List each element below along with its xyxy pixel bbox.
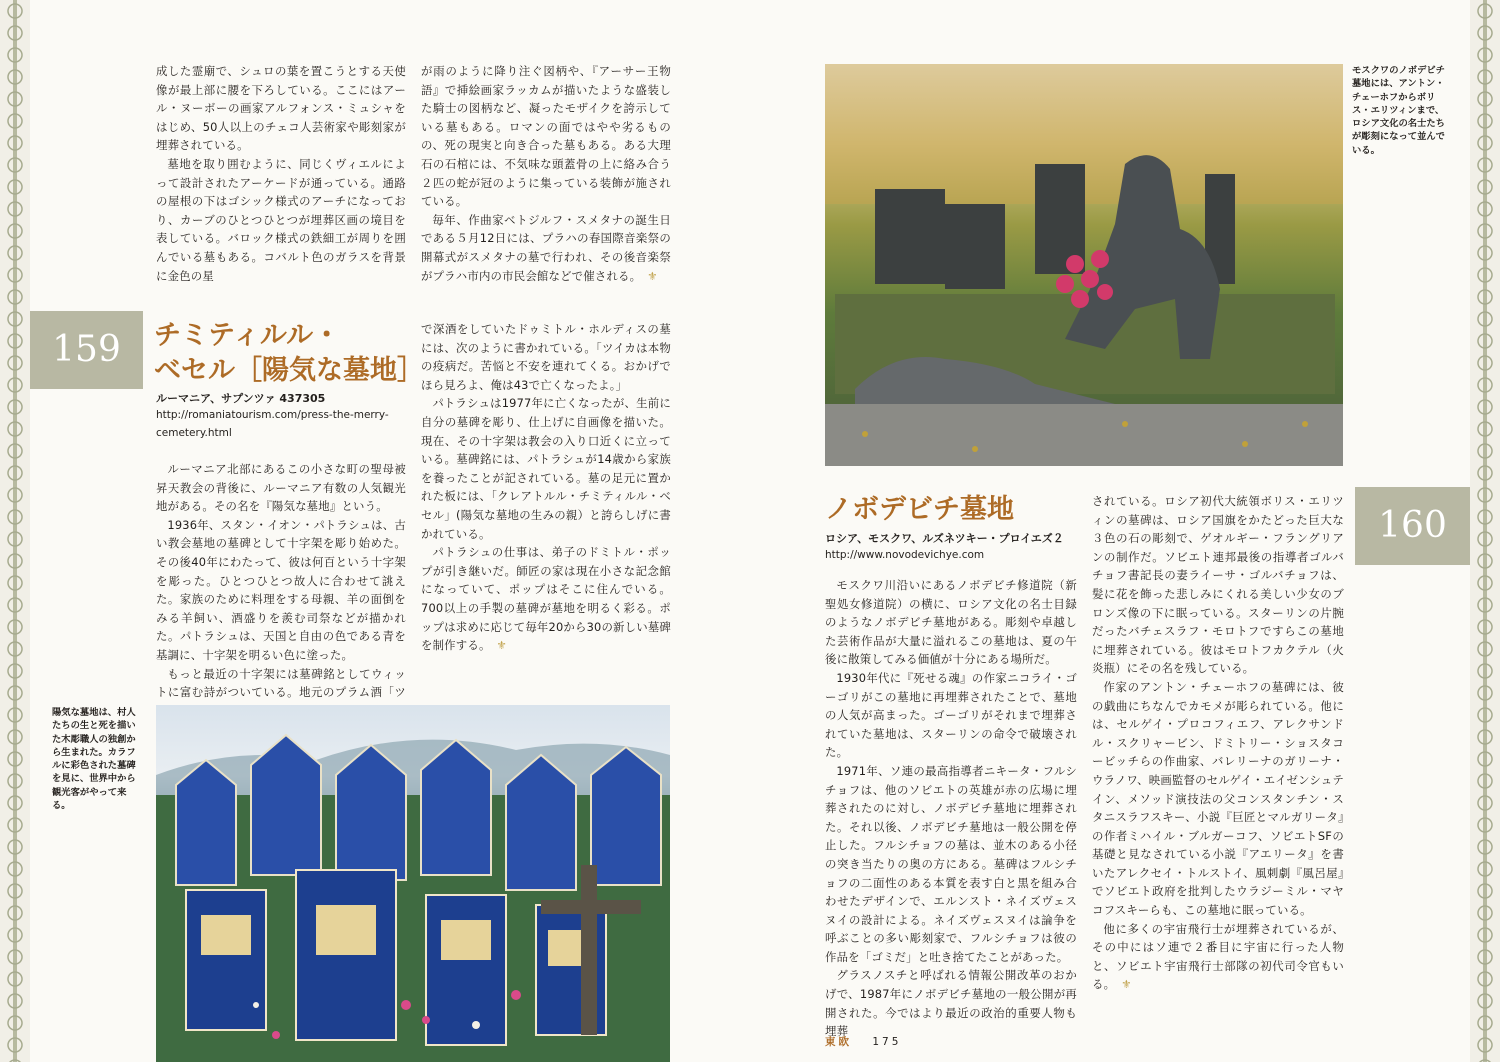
paragraph: 1971年、ソ連の最高指導者ニキータ・フルシチョフは、他のソビエトの英雄が赤の広場に埋葬されたのに対し、ノボデビチ墓地に埋葬された。それ以後、ノボデビチ墓地は一般公開を停止した。フルシチョフの墓は、並木のある小径の突き当たりの奥の方にある。墓碑はフルシチョフの二面性のある本質を表す白と黒を組み合わせたデザインで、エルンスト・ネイズヴェスヌイの設計による。ネイズヴェスヌイは論争を呼ぶことの多い彫刻家で、フルシチョフは彼の作品を「ゴミだ」と吐き捨てたことがあった。 [825, 763, 1077, 964]
paragraph: 作家のアントン・チェーホフの墓碑には、彼の戯曲にちなんでカモメが彫られている。他には、セルゲイ・プロコフィエフ、アレクサンドル・スクリャービン、ドミトリー・ショスタコービッチらの作曲家、バレリーナのガリーナ・ウラノワ、映画監督のセルゲイ・エイゼンシュテイン、メソッド演技法の父コンスタンチン・スタニスラフスキー、小説『巨匠とマルガリータ』の作者ミハイル・ブルガーコフ、ソビエトSFの基礎と見なされている小説『アエリータ』を書いたアレクセイ・トルストイ、風刺劇『風呂屋』でソビエト政府を批判したウラジーミル・マヤコフスキーらも、この墓地に眠っている。 [1092, 679, 1344, 918]
paragraph: 1936年、スタン・イオン・パトラシュは、古い教会墓地の墓碑として十字架を彫り始めた。その後40年にわたって、彼は何百という十字架を彫った。ひとつひとつ故人に合わせて誂えた。家族のために料理をする母親、羊の面倒をみる羊飼い、酒盛りを羨む司祭などが描かれた。パトラシュは、天国と自由の色である青を基調に、十字架を明るい色に塗った。 [156, 517, 406, 662]
entry-url [156, 406, 416, 442]
paragraph: が雨のように降り注ぐ図柄や、『アーサー王物語』で挿絵画家ラッカムが描いたような盛装した騎士の図柄など、凝ったモザイクを誇示している墓もある。ロマンの面ではやや劣るものの、死の現実と向き合った墓もある。ある大理石の石棺には、不気味な頭蓋骨の上に絡み合う２匹の蛇が冠のように集っている装飾が施されている。 [421, 64, 671, 209]
novodevichy-cemetery-photo [825, 64, 1343, 466]
paragraph: 成した霊廟で、シュロの葉を置こうとする天使像が最上部に腰を下ろしている。ここにはアール・ヌーボーの画家アルフォンス・ミュシャをはじめ、50人以上のチェコ人芸術家や彫刻家が埋葬されている。 [156, 64, 406, 153]
entry-url: http://www.novodevichye.com [825, 549, 985, 561]
entry-title-160: ノボデビチ墓地 [825, 494, 1014, 525]
right-column-2 [1092, 492, 1344, 994]
left-column-1-top [156, 62, 406, 285]
paragraph: で深酒をしていたドゥミトル・ホルディスの墓には、次のように書かれている。「ツイカは本物の疫病だ。苦悩と不安を連れてくる。おかげでほら見ろよ、俺は43で亡くなったよ。」 [421, 322, 671, 392]
paragraph: 毎年、作曲家ベトジルフ・スメタナの誕生日である５月12日には、プラハの春国際音楽祭の開幕式がスメタナの墓で行われ、その後音楽祭がプラハ市内の市民会館などで催される。 [421, 212, 671, 283]
entry-location: ロシア、モスクワ、ルズネツキー・プロイエズ２ [825, 532, 1064, 545]
novodevichy-illustration [825, 64, 1343, 466]
paragraph: グラスノスチと呼ばれる情報公開改革のおかげで、1987年にノボデビチ墓地の一般公開が再開された。今ではより最近の政治的重要人物も埋葬 [825, 968, 1077, 1039]
paragraph: モスクワ川沿いにあるノボデビチ修道院（新聖処女修道院）の横に、ロシア文化の名士目録のようなノボデビチ墓地がある。彫刻や卓越した芸術作品が大量に溢れるこの墓地は、夏の午後に散策してみる価値が十分にある場所だ。 [825, 578, 1077, 667]
page-folio [825, 1034, 901, 1049]
merry-cemetery-photo [156, 705, 670, 1062]
paragraph: 1930年代に『死せる魂』の作家ニコライ・ゴーゴリがこの墓地に再埋葬されたことで、墓地の人気が高まった。ゴーゴリがそれまで埋葬されていた墓地は、スターリンの命令で破壊された。 [825, 670, 1077, 760]
fleur-de-lis-icon: ⚜ [496, 638, 507, 653]
entry-number-160: 160 [1355, 487, 1470, 565]
paragraph: もっと最近の十字架には墓碑銘としてウィットに富む詩がついている。地元のプラム酒「ツ [156, 666, 406, 700]
entry-title-line: チミティルル・ [154, 320, 341, 351]
paragraph: パトラシュの仕事は、弟子のドミトル・ポップが引き継いだ。師匠の家は現在小さな記念館になっていて、ポップはそこに住んでいる。700以上の手製の墓碑が墓地を明るく彩る。ポップは求めに応じて毎年20から30の新しい墓碑を制作する。 [421, 545, 672, 653]
photo-caption-novodevichy: モスクワのノボデビチ墓地には、アントン・チェーホフからボリス・エリツィンまで、ロシア文化の名士たちが彫刻になって並んでいる。 [1352, 65, 1445, 156]
paragraph: パトラシュは1977年に亡くなったが、生前に自分の墓碑を彫り、仕上げに自画像を描いた。現在、その十字架は教会の入り口近くに立っている。墓碑銘には、パトラシュが14歳から家族を養ったことが記されている。墓の足元に置かれた板には、「クレアトルル・チミティルル・ベセル」(陽気な墓地の生みの親）と誇らしげに書かれている。 [421, 396, 671, 541]
entry-url-line: cemetery.html [156, 427, 232, 439]
merry-cemetery-illustration [156, 705, 670, 1062]
fleur-de-lis-icon: ⚜ [1121, 977, 1132, 992]
folio-section: 東欧 [825, 1036, 852, 1048]
folio-page-number: 175 [872, 1036, 902, 1048]
entry-url-line: http://romaniatourism.com/press-the-merry- [156, 409, 389, 421]
fleur-de-lis-icon: ⚜ [647, 268, 658, 283]
paragraph: 他に多くの宇宙飛行士が埋葬されているが、その中にはソ連で２番目に宇宙に行った人物と、ソビエト宇宙飛行士部隊の初代司令官もいる。 [1092, 921, 1344, 992]
paragraph: されている。ロシア初代大統領ボリス・エリツィンの墓碑は、ロシア国旗をかたどった巨大な３色の石の彫刻で、ゲオルギー・フラングリアンの制作だ。ソビエト連邦最後の指導者ゴルバチョフ書記長の妻ライーサ・ゴルバチョフは、髪に花を飾った悲しみにくれる美しい少女のブロンズ像の下に眠っている。スターリンの片腕だったバチェスラフ・モロトフですらこの墓地に埋葬されている。彼はモロトフカクテル（火炎瓶）にその名を残している。 [1092, 494, 1344, 676]
entry-number-159: 159 [30, 311, 143, 389]
left-column-4 [421, 320, 671, 655]
photo-caption-merry-cemetery: 陽気な墓地は、村人たちの生と死を描いた木彫職人の独創から生まれた。カラフルに彩色された墓碑を見に、世界中から観光客がやって来る。 [52, 707, 136, 812]
right-ornamental-border [1470, 0, 1500, 1062]
entry-title-159 [154, 318, 424, 388]
paragraph: ルーマニア北部にあるこの小さな町の聖母被昇天教会の背後に、ルーマニア有数の人気観光地がある。その名を『陽気な墓地』という。 [156, 462, 406, 514]
left-ornamental-border [0, 0, 30, 1062]
entry-title-line: ベセル［陽気な墓地］ [154, 355, 424, 386]
paragraph: 墓地を取り囲むように、同じくヴィエルによって設計されたアーケードが通っている。通路の屋根の下はゴシック様式のアーチになっており、カーブのひとつひとつが埋葬区画の境目を表している。バロック様式の鉄細工が周りを囲んでいる墓もある。コバルト色のガラスを背景に金色の星 [156, 156, 406, 283]
left-column-3 [156, 460, 406, 720]
entry-location: ルーマニア、サプンツァ 437305 [156, 392, 326, 405]
left-column-2-top [421, 62, 671, 285]
right-column-1 [825, 576, 1077, 1041]
